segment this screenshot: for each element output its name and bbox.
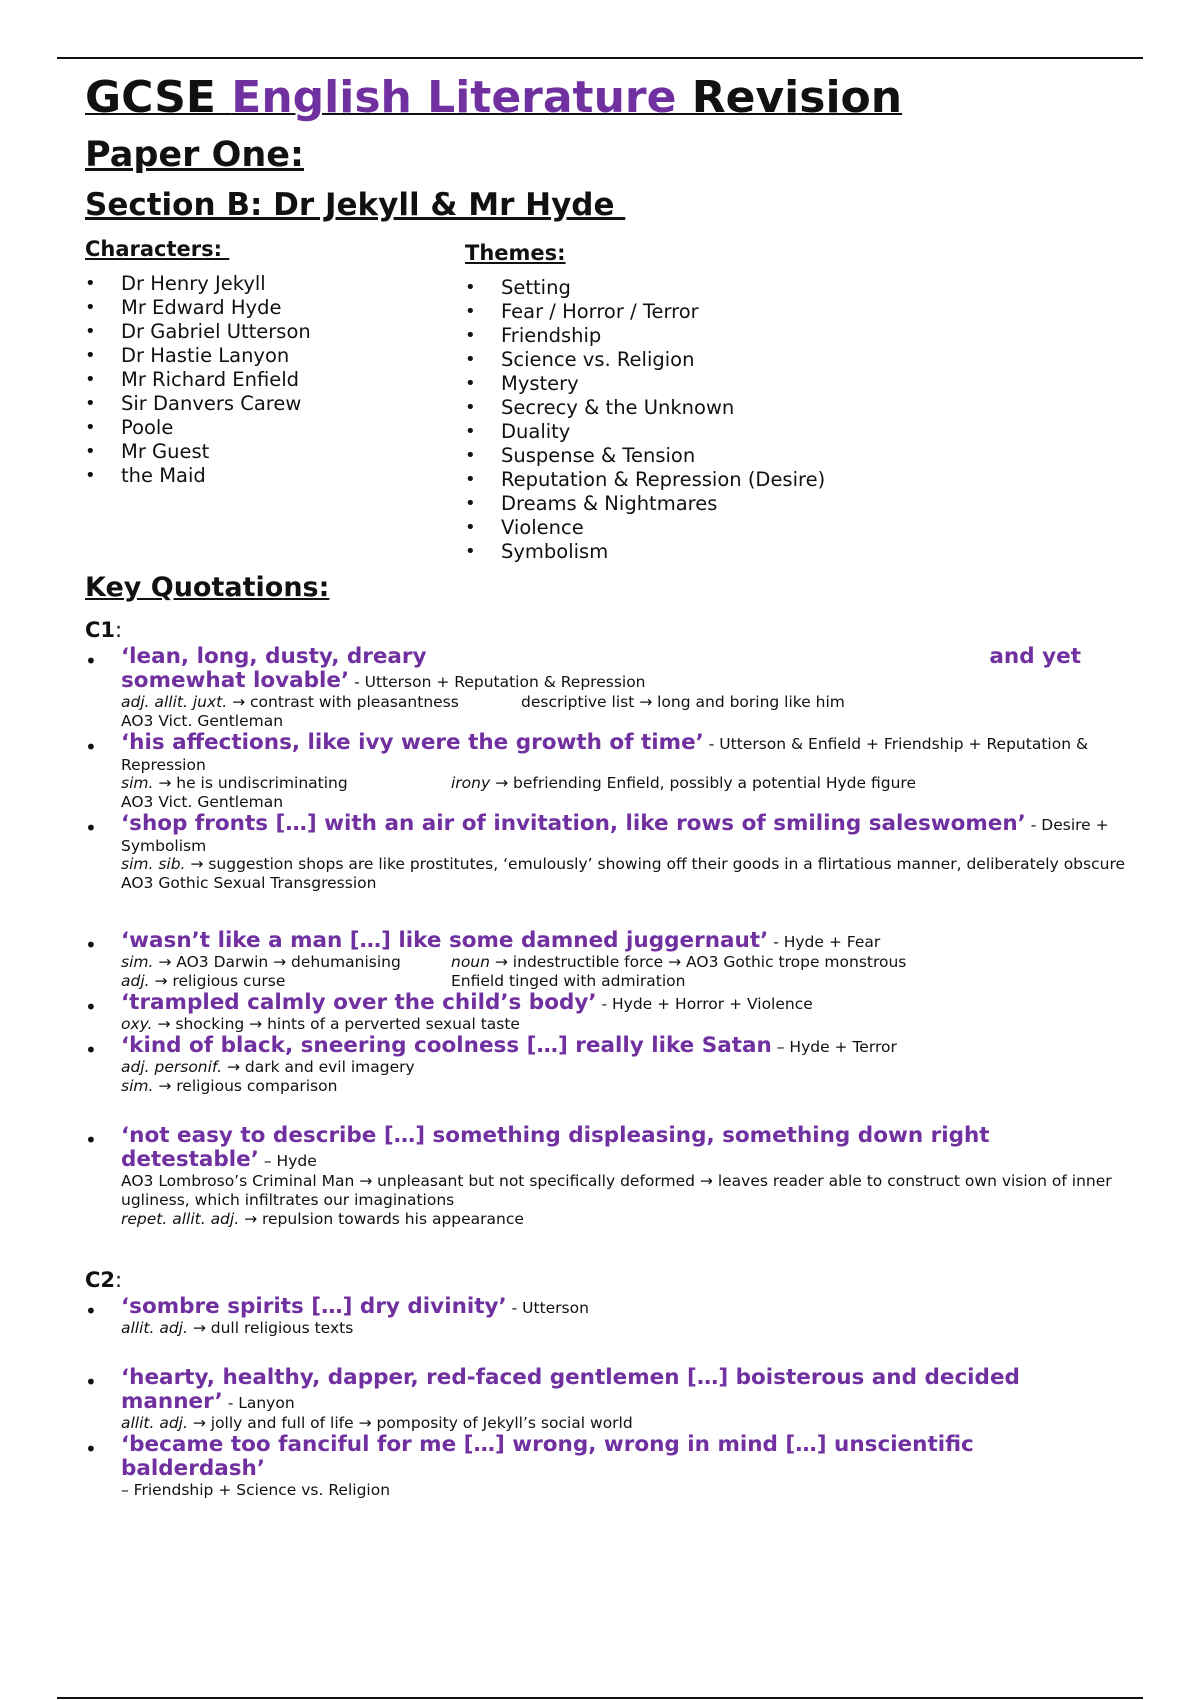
list-item: • Friendship <box>465 324 825 348</box>
quote-text: ‘trampled calmly over the child’s body’ <box>121 990 597 1015</box>
quote-tag: - Utterson & Enfield + Friendship + Reputation & Repression <box>121 735 1089 774</box>
quote-tag: – Hyde + Terror <box>771 1038 897 1056</box>
quote-note: AO3 Vict. Gentleman <box>121 793 284 811</box>
quote-text: and yet <box>989 644 1081 669</box>
list-item: • Dr Henry Jekyll <box>85 272 311 296</box>
quote-text: ‘became too fanciful for me […] wrong, wrong in mind […] unscientific balderdash’ <box>121 1432 974 1481</box>
list-item: • Reputation & Repression (Desire) <box>465 468 825 492</box>
quote-tag: - Lanyon <box>222 1394 295 1412</box>
quote-tag: - Desire + Symbolism <box>121 816 1109 855</box>
quote-note: adj. personif. → dark and evil imagery <box>121 1058 415 1076</box>
c2-quotes-list <box>85 1295 1125 1500</box>
characters-themes-columns <box>85 236 1125 571</box>
themes-column <box>465 240 825 564</box>
quote-tag: - Hyde + Horror + Violence <box>596 995 813 1013</box>
quote-text: ‘his affections, like ivy were the growth of time’ <box>121 730 704 755</box>
list-item: • Fear / Horror / Terror <box>465 300 825 324</box>
page-title: GCSE English Literature Revision <box>85 72 903 123</box>
chapter-label-c2: C2: <box>85 1268 123 1292</box>
quote-text: ‘wasn’t like a man […] like some damned juggernaut’ <box>121 928 769 953</box>
top-rule <box>57 57 1143 59</box>
list-item: • Symbolism <box>465 540 825 564</box>
quote-item <box>85 929 1125 991</box>
quote-note: sim. sib. → suggestion shops are like prostitutes, ‘emulously’ showing off their goods in a flirtatious manner, deliberately obscure <box>121 855 1126 873</box>
quote-item <box>85 1034 1125 1096</box>
document-page <box>85 70 1125 1500</box>
quote-text: ‘shop fronts […] with an air of invitation, like rows of smiling saleswomen’ <box>121 811 1026 836</box>
list-item: • Science vs. Religion <box>465 348 825 372</box>
quote-item <box>85 1366 1125 1433</box>
list-item: • Suspense & Tension <box>465 444 825 468</box>
quote-note: allit. adj. → jolly and full of life → pomposity of Jekyll’s social world <box>121 1414 633 1432</box>
list-item: • Mr Edward Hyde <box>85 296 311 320</box>
list-item: • Mr Richard Enfield <box>85 368 311 392</box>
quote-note: sim. → religious comparison <box>121 1077 338 1095</box>
quote-text: • ‘lean, long, dusty, dreary <box>121 644 427 669</box>
quote-text: somewhat lovable’ <box>121 668 350 693</box>
quote-note: – Friendship + Science vs. Religion <box>121 1481 391 1499</box>
quote-text: ‘hearty, healthy, dapper, red-faced gentlemen […] boisterous and decided manner’ <box>121 1365 1020 1414</box>
list-item: • Violence <box>465 516 825 540</box>
chapter-label-c1: C1: <box>85 618 123 642</box>
quote-note: repet. allit. adj. → repulsion towards his appearance <box>121 1210 524 1228</box>
characters-list <box>85 272 311 488</box>
themes-list <box>465 276 825 564</box>
list-item: • Poole <box>85 416 311 440</box>
quote-item <box>85 1295 1125 1338</box>
quote-text: ‘not easy to describe […] something displeasing, something down right detestable’ <box>121 1123 990 1172</box>
quote-note: sim. → he is undiscriminating irony → befriending Enfield, possibly a potential Hyde figure <box>121 774 916 792</box>
quote-item <box>85 645 1125 731</box>
quote-item <box>85 812 1125 893</box>
list-item: • Setting <box>465 276 825 300</box>
list-item: • Duality <box>465 420 825 444</box>
quote-note: adj. allit. juxt. → contrast with pleasantness descriptive list → long and boring like him <box>121 693 845 711</box>
quote-text: ‘sombre spirits […] dry divinity’ <box>121 1294 507 1319</box>
list-item: • Mr Guest <box>85 440 311 464</box>
quote-text: ‘kind of black, sneering coolness […] really like Satan <box>121 1033 772 1058</box>
characters-column <box>85 236 311 488</box>
list-item: • the Maid <box>85 464 311 488</box>
quote-tag: - Utterson <box>506 1299 589 1317</box>
quote-note: adj. → religious curse Enfield tinged with admiration <box>121 972 686 990</box>
quote-tag: - Hyde + Fear <box>768 933 881 951</box>
quote-tag: – Hyde <box>258 1152 317 1170</box>
quote-item <box>85 731 1125 812</box>
quote-note: AO3 Vict. Gentleman <box>121 712 284 730</box>
quote-item <box>85 1433 1125 1500</box>
themes-heading: Themes: <box>465 241 566 265</box>
quote-item <box>85 991 1125 1034</box>
key-quotations-heading: Key Quotations: <box>85 572 330 603</box>
list-item: • Dr Hastie Lanyon <box>85 344 311 368</box>
quote-item <box>85 1124 1125 1229</box>
quote-note: AO3 Lombroso’s Criminal Man → unpleasant but not specifically deformed → leaves reader able to construct own vision of inner ugliness, which infiltrates our imaginations <box>121 1172 1112 1209</box>
c1-quotes-list <box>85 645 1125 1229</box>
quote-note: allit. adj. → dull religious texts <box>121 1319 354 1337</box>
bottom-rule <box>57 1697 1143 1699</box>
quote-note: AO3 Gothic Sexual Transgression <box>121 874 377 892</box>
quote-tag: - Utterson + Reputation & Repression <box>349 673 646 691</box>
section-heading: Section B: Dr Jekyll & Mr Hyde <box>85 187 626 223</box>
list-item: • Secrecy & the Unknown <box>465 396 825 420</box>
list-item: • Dr Gabriel Utterson <box>85 320 311 344</box>
paper-heading: Paper One: <box>85 135 304 175</box>
list-item: • Mystery <box>465 372 825 396</box>
quote-note: oxy. → shocking → hints of a perverted sexual taste <box>121 1015 520 1033</box>
list-item: • Sir Danvers Carew <box>85 392 311 416</box>
characters-heading: Characters: <box>85 237 230 261</box>
list-item: • Dreams & Nightmares <box>465 492 825 516</box>
quote-note: sim. → AO3 Darwin → dehumanising noun → indestructible force → AO3 Gothic trope monstrous <box>121 953 907 971</box>
